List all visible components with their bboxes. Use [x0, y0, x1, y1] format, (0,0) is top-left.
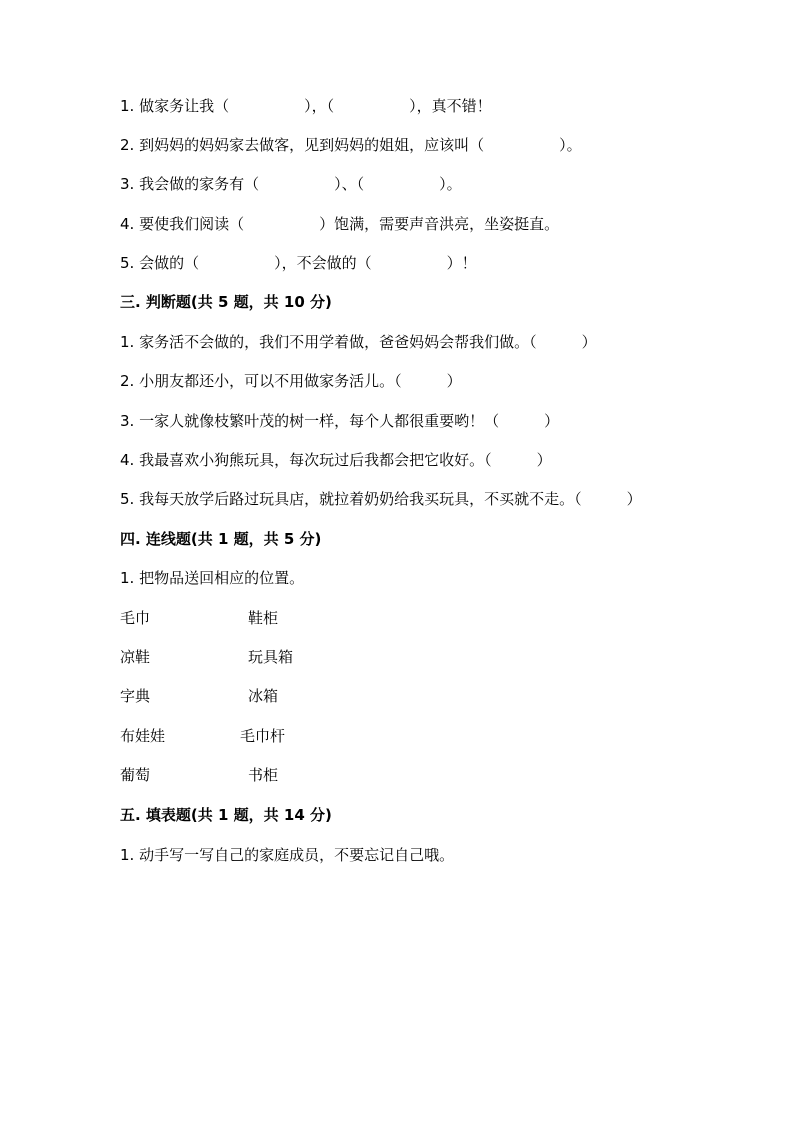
- fill-blank-item-4: 4. 要使我们阅读（ ）饱满，需要声音洪亮，坐姿挺直。: [120, 215, 560, 233]
- match-right-item-3: 冰箱: [248, 687, 279, 705]
- fill-blank-item-2: 2. 到妈妈的妈妈家去做客，见到妈妈的姐姐，应该叫（ ）。: [120, 136, 582, 154]
- judge-item-5: 5. 我每天放学后路过玩具店，就拉着奶奶给我买玩具，不买就不走。（ ）: [120, 490, 642, 508]
- judge-item-3: 3. 一家人就像枝繁叶茂的树一样，每个人都很重要哟！（ ）: [120, 412, 560, 430]
- match-left-item-3: 字典: [120, 687, 151, 705]
- section-heading-table: 五. 填表题(共 1 题，共 14 分): [120, 806, 332, 824]
- section-heading-match: 四. 连线题(共 1 题，共 5 分): [120, 530, 322, 548]
- fill-blank-item-5: 5. 会做的（ ），不会做的（ ）！: [120, 254, 477, 272]
- match-left-item-4: 布娃娃: [120, 727, 166, 745]
- match-left-item-2: 凉鞋: [120, 648, 151, 666]
- match-right-item-5: 书柜: [248, 766, 279, 784]
- match-right-item-1: 鞋柜: [248, 609, 279, 627]
- table-question: 1. 动手写一写自己的家庭成员，不要忘记自己哦。: [120, 846, 455, 864]
- match-left-item-1: 毛巾: [120, 609, 151, 627]
- match-question: 1. 把物品送回相应的位置。: [120, 569, 305, 587]
- fill-blank-item-1: 1. 做家务让我（ ），（ ），真不错！: [120, 97, 492, 115]
- judge-item-2: 2. 小朋友都还小，可以不用做家务活儿。（ ）: [120, 372, 462, 390]
- match-right-item-4: 毛巾杆: [240, 727, 286, 745]
- judge-item-4: 4. 我最喜欢小狗熊玩具，每次玩过后我都会把它收好。（ ）: [120, 451, 552, 469]
- section-heading-judge: 三. 判断题(共 5 题，共 10 分): [120, 293, 332, 311]
- fill-blank-item-3: 3. 我会做的家务有（ ）、（ ）。: [120, 175, 462, 193]
- match-left-item-5: 葡萄: [120, 766, 151, 784]
- match-right-item-2: 玩具箱: [248, 648, 294, 666]
- judge-item-1: 1. 家务活不会做的，我们不用学着做，爸爸妈妈会帮我们做。（ ）: [120, 333, 597, 351]
